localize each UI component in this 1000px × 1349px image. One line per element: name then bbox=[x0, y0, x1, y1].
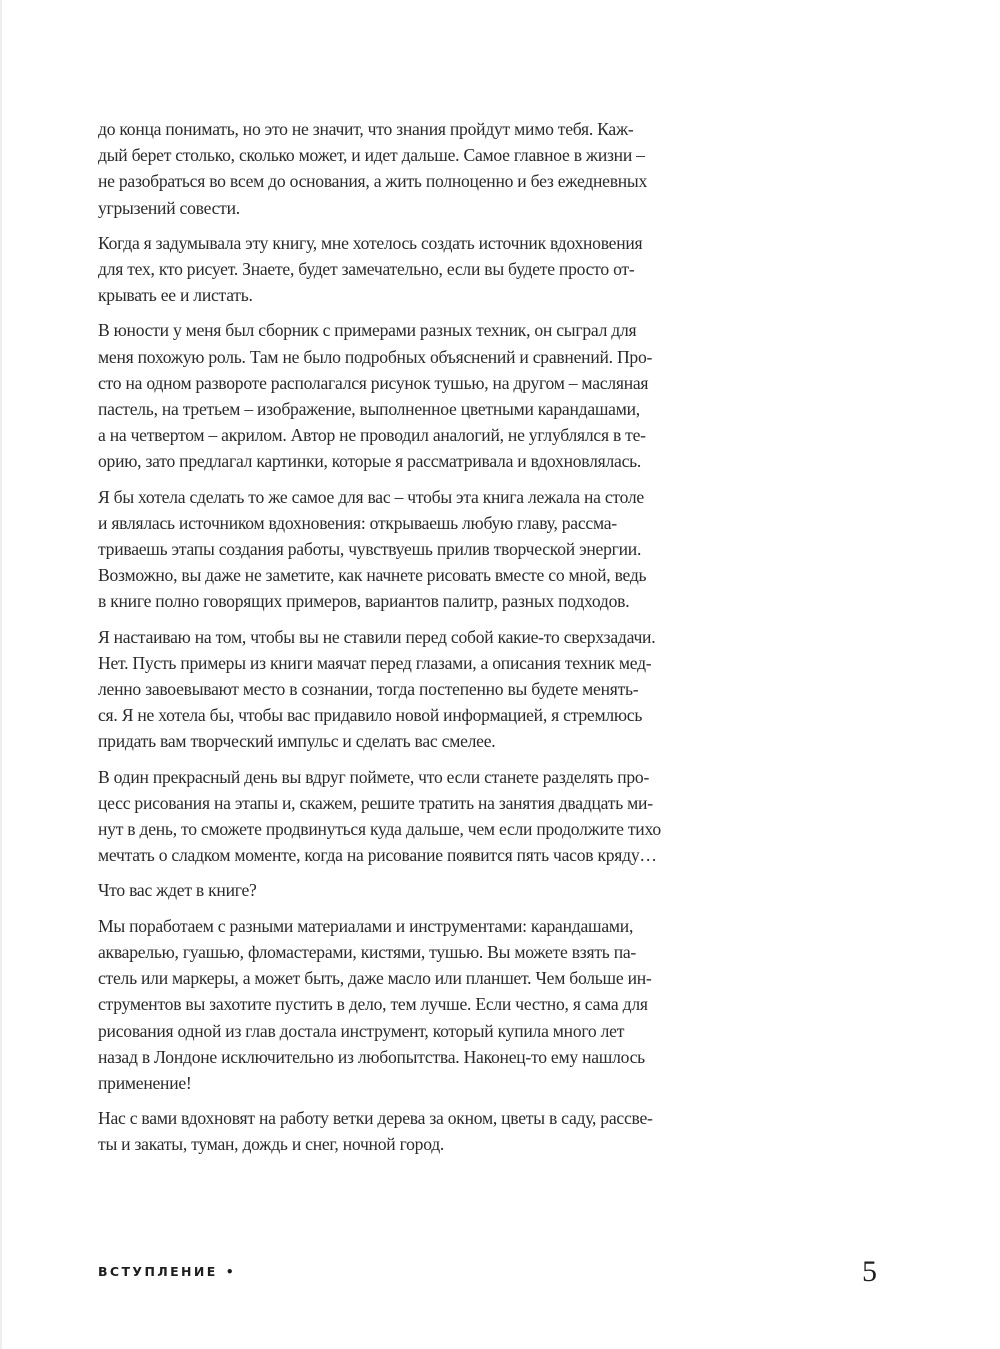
text-line: применение! bbox=[98, 1072, 192, 1093]
running-footer bbox=[98, 1264, 234, 1279]
text-line: Нет. Пусть примеры из книги маячат перед глазами, а описания техник мед- bbox=[98, 652, 652, 673]
text-line: Я бы хотела сделать то же самое для вас – чтобы эта книга лежала на столе bbox=[98, 486, 644, 507]
paragraph bbox=[98, 877, 788, 903]
text-line: акварелью, гуашью, фломастерами, кистями, тушью. Вы можете взять па- bbox=[98, 941, 637, 962]
paragraph bbox=[98, 484, 788, 615]
text-line: не разобраться во всем до основания, а жить полноценно и без ежедневных bbox=[98, 171, 648, 192]
text-line: назад в Лондоне исключительно из любопытства. Наконец-то ему нашлось bbox=[98, 1046, 645, 1067]
text-line: нут в день, то сможете продвинуться куда дальше, чем если продолжите тихо bbox=[98, 819, 661, 840]
text-line: Нас с вами вдохновят на работу ветки дерева за окном, цветы в саду, рассве- bbox=[98, 1108, 653, 1129]
text-line: орию, зато предлагал картинки, которые я рассматривала и вдохновлялась. bbox=[98, 451, 642, 472]
text-line: ты и закаты, туман, дождь и снег, ночной город. bbox=[98, 1134, 445, 1155]
paragraph bbox=[98, 317, 788, 474]
page-edge bbox=[0, 0, 2, 1349]
text-line: Возможно, вы даже не заметите, как начнете рисовать вместе со мной, ведь bbox=[98, 565, 647, 586]
text-line: мечтать о сладком моменте, когда на рисование появится пять часов кряду… bbox=[98, 845, 657, 866]
paragraph bbox=[98, 764, 788, 869]
text-line: триваешь этапы создания работы, чувствуешь прилив творческой энергии. bbox=[98, 539, 642, 560]
text-line: ся. Я не хотела бы, чтобы вас придавило новой информацией, я стремлюсь bbox=[98, 705, 643, 726]
page-number: 5 bbox=[862, 1255, 877, 1288]
text-line: и являлась источником вдохновения: открываешь любую главу, рассма- bbox=[98, 512, 617, 533]
section-title: ВСТУПЛЕНИЕ bbox=[98, 1264, 218, 1279]
text-line: крывать ее и листать. bbox=[98, 285, 253, 306]
paragraph bbox=[98, 624, 788, 755]
text-line: ленно завоевывают место в сознании, тогда постепенно вы будете менять- bbox=[98, 679, 639, 700]
text-line: сто на одном развороте располагался рисунок тушью, на другом – масляная bbox=[98, 372, 649, 393]
text-line: Я настаиваю на том, чтобы вы не ставили перед собой какие-то сверхзадачи. bbox=[98, 626, 656, 647]
text-line: рисования одной из глав достала инструмент, который купила много лет bbox=[98, 1020, 625, 1041]
text-line: Что вас ждет в книге? bbox=[98, 880, 257, 901]
paragraph bbox=[98, 230, 788, 309]
paragraph bbox=[98, 1105, 788, 1157]
text-line: цесс рисования на этапы и, скажем, решите тратить на занятия двадцать ми- bbox=[98, 792, 653, 813]
text-line: дый берет столько, сколько может, и идет дальше. Самое главное в жизни – bbox=[98, 145, 645, 166]
footer-separator: • bbox=[225, 1264, 234, 1279]
paragraph bbox=[98, 116, 788, 221]
text-line: В юности у меня был сборник с примерами разных техник, он сыграл для bbox=[98, 320, 637, 341]
text-line: а на четвертом – акрилом. Автор не проводил аналогий, не углублялся в те- bbox=[98, 425, 646, 446]
paragraph bbox=[98, 913, 788, 1096]
text-line: до конца понимать, но это не значит, что знания пройдут мимо тебя. Каж- bbox=[98, 119, 634, 139]
text-line: В один прекрасный день вы вдруг поймете, что если станете разделять про- bbox=[98, 766, 650, 787]
text-line: в книге полно говорящих примеров, вариантов палитр, разных подходов. bbox=[98, 591, 630, 612]
page-body bbox=[98, 116, 788, 1167]
text-line: стель или маркеры, а может быть, даже масло или планшет. Чем больше ин- bbox=[98, 968, 652, 989]
text-line: угрызений совести. bbox=[98, 197, 240, 218]
text-line: меня похожую роль. Там не было подробных объяснений и сравнений. Про- bbox=[98, 346, 653, 367]
text-line: для тех, кто рисует. Знаете, будет замечательно, если вы будете просто от- bbox=[98, 259, 635, 280]
text-line: Мы поработаем с разными материалами и инструментами: карандашами, bbox=[98, 915, 634, 936]
text-line: струментов вы захотите пустить в дело, тем лучше. Если честно, я сама для bbox=[98, 994, 648, 1015]
text-line: пастель, на третьем – изображение, выполненное цветными карандашами, bbox=[98, 399, 640, 420]
text-line: Когда я задумывала эту книгу, мне хотелось создать источник вдохновения bbox=[98, 232, 643, 253]
text-line: придать вам творческий импульс и сделать вас смелее. bbox=[98, 731, 496, 752]
